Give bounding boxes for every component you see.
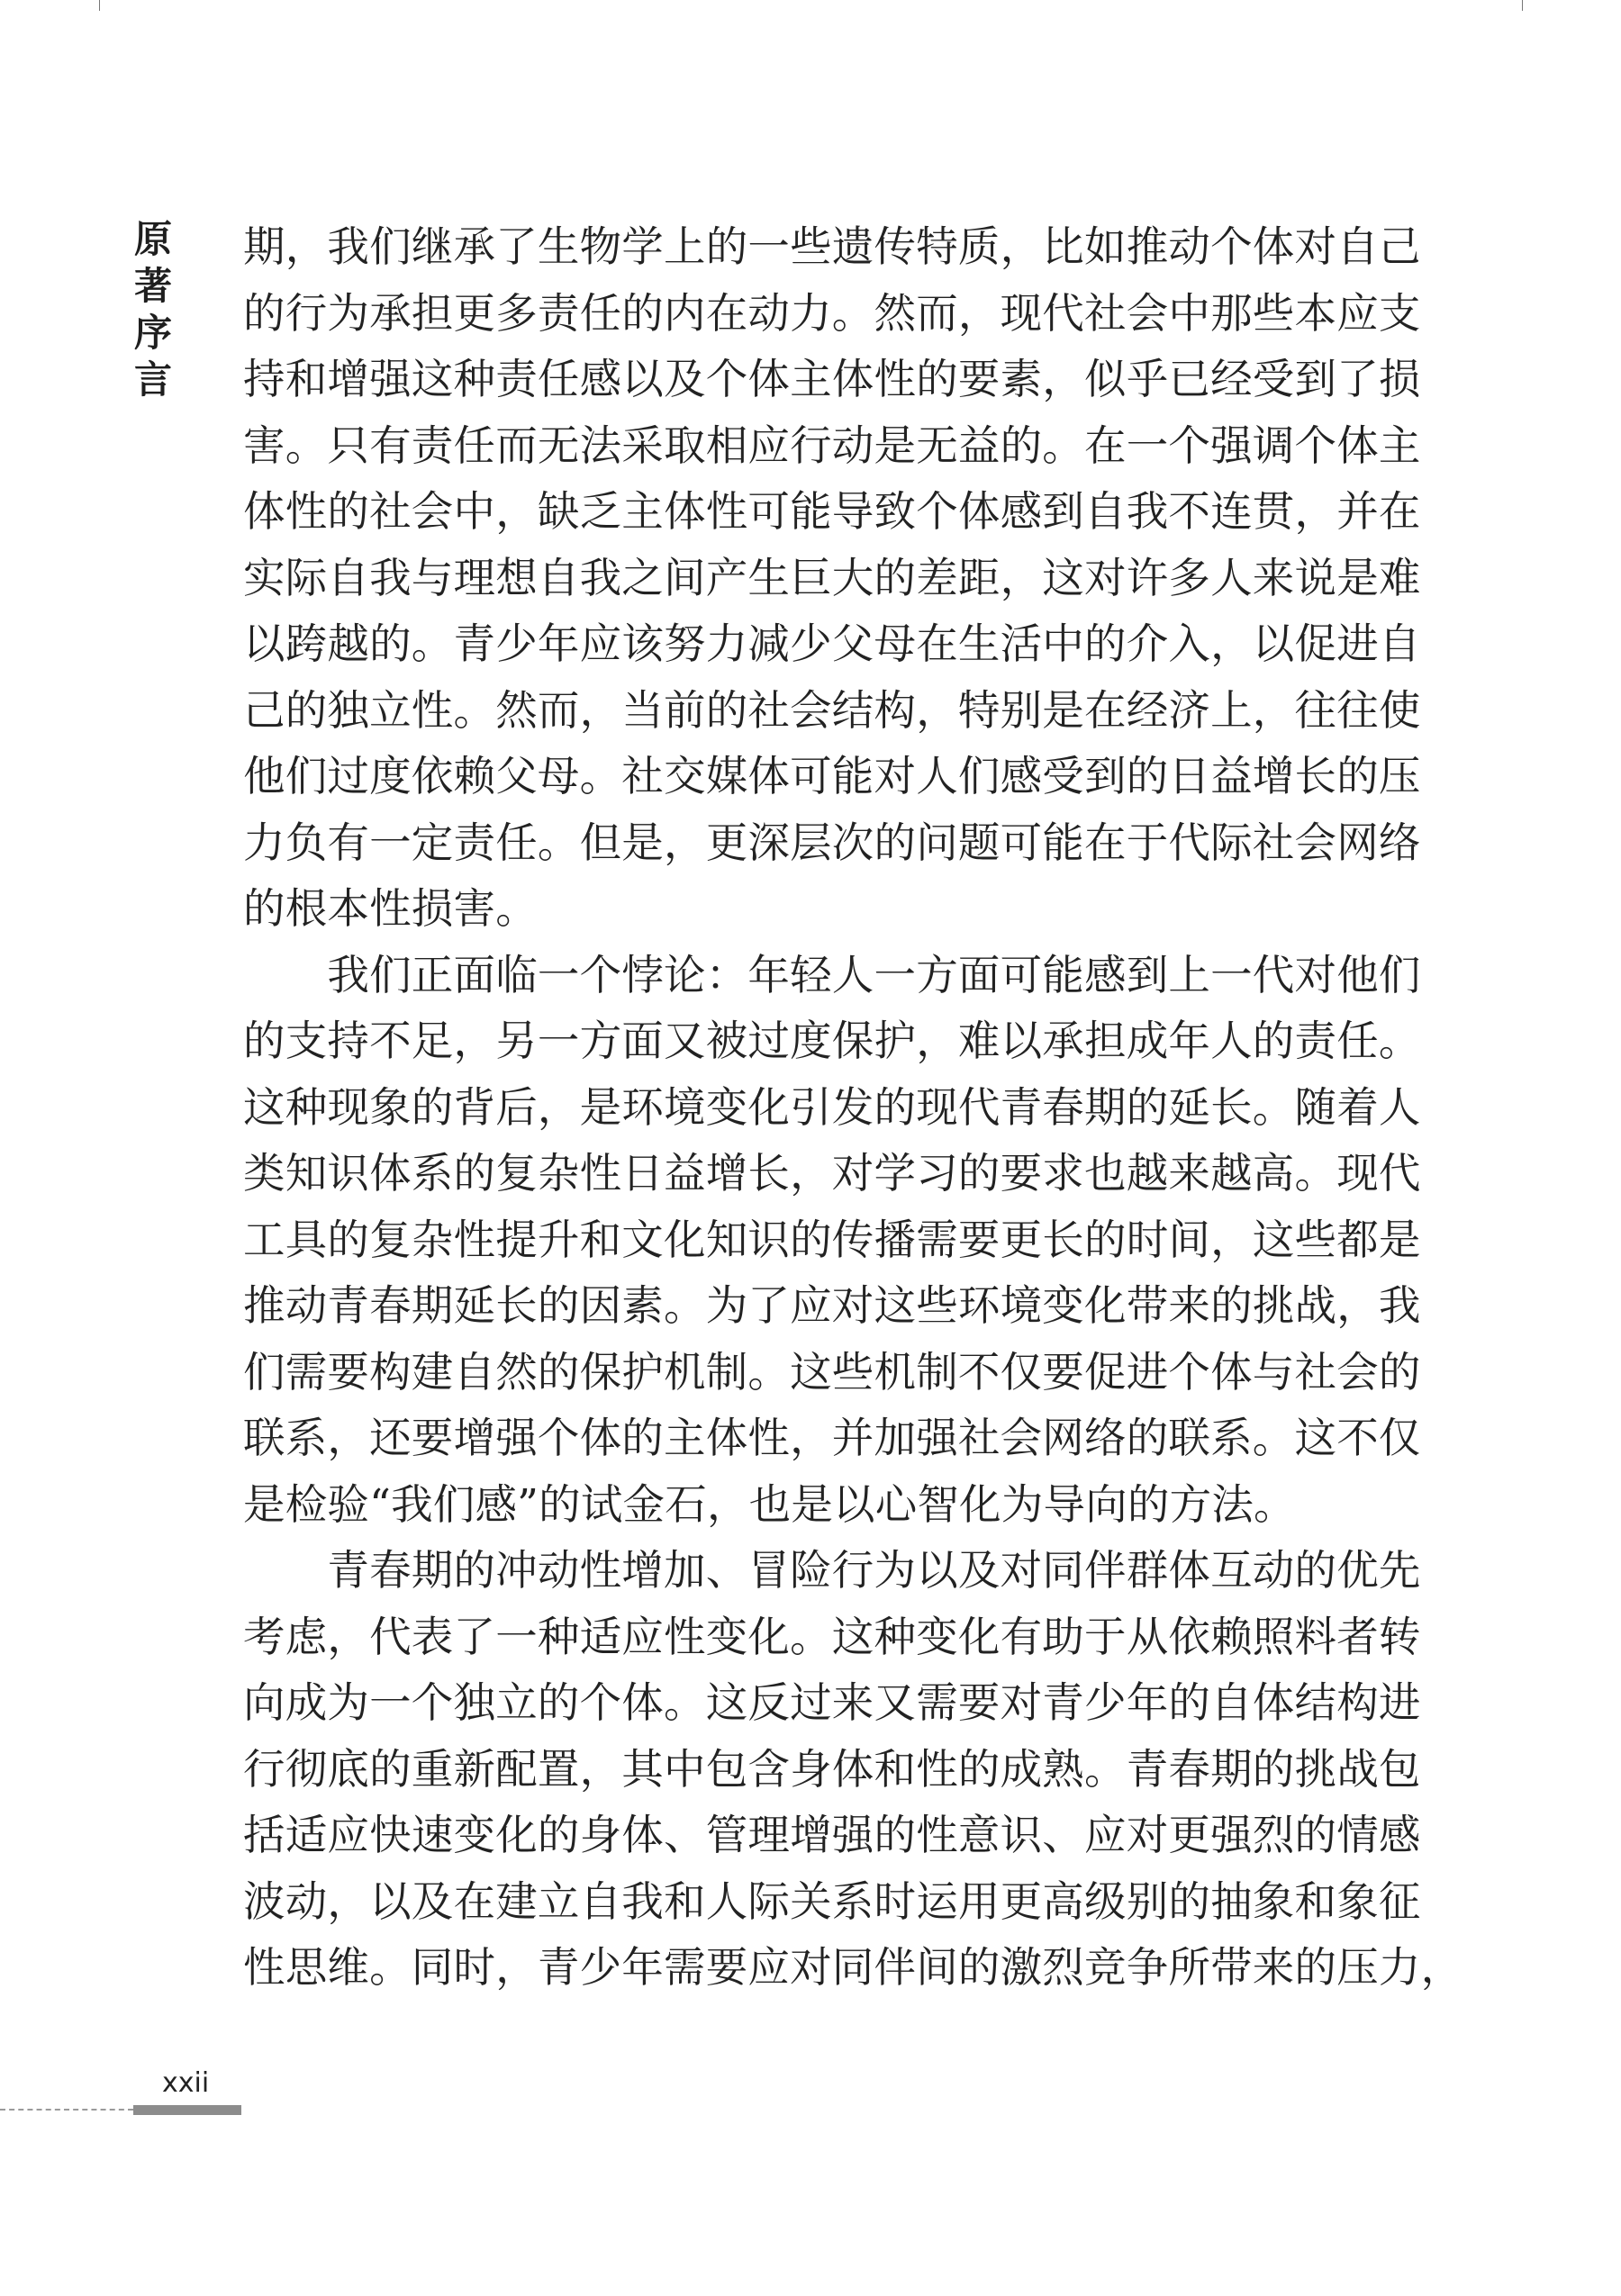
text-line: 括适应快速变化的身体、管理增强的性意识、应对更强烈的情感 [243,1811,1421,1859]
paragraph-3 [243,1538,1463,2002]
text-line: 性思维。同时，青少年需要应对同伴间的激烈竞争所带来的压力， [243,1943,1463,1992]
side-label-char: 言 [133,357,172,402]
side-label-char: 序 [133,311,172,355]
text-line: 期，我们继承了生物学上的一些遗传特质，比如推动个体对自己 [243,222,1421,271]
text-line: 是检验“我们感”的试金石，也是以心智化为导向的方法。 [243,1479,1296,1529]
paragraph-1 [243,214,1436,943]
text-line: 己的独立性。然而，当前的社会结构，特别是在经济上，往往使 [243,685,1421,735]
text-line: 的支持不足，另一方面又被过度保护，难以承担成年人的责任。 [243,1017,1421,1065]
text-line: 们需要构建自然的保护机制。这些机制不仅要促进个体与社会的 [243,1347,1421,1397]
text-line: 联系，还要增强个体的主体性，并加强社会网络的联系。这不仅 [243,1414,1421,1462]
footer-bar [133,2105,241,2115]
text-line: 考虑，代表了一种适应性变化。这种变化有助于从依赖照料者转 [243,1612,1421,1661]
text-line: 推动青春期延长的因素。为了应对这些环境变化带来的挑战，我 [243,1281,1421,1330]
text-line: 以跨越的。青少年应该努力减少父母在生活中的介入，以促进自 [243,619,1421,668]
paragraph-2 [243,943,1436,1539]
side-label-char: 原 [133,217,172,261]
text-line: 这种现象的背后，是环境变化引发的现代青春期的延长。随着人 [243,1082,1421,1132]
text-line: 的行为承担更多责任的内在动力。然而，现代社会中那些本应支 [243,288,1421,338]
text-line: 青春期的冲动性增加、冒险行为以及对同伴群体互动的优先 [243,1546,1421,1595]
text-line: 体性的社会中，缺乏主体性可能导致个体感到自我不连贯，并在 [243,487,1421,536]
text-line: 持和增强这种责任感以及个体主体性的要素，似乎已经受到了损 [243,355,1421,403]
crop-mark-right [1522,0,1523,11]
side-label-char: 著 [133,264,172,308]
text-line: 行彻底的重新配置，其中包含身体和性的成熟。青春期的挑战包 [243,1744,1421,1794]
footer-dashed-rule [0,2109,133,2111]
text-line: 害。只有责任而无法采取相应行动是无益的。在一个强调个体主 [243,420,1421,470]
text-line: 向成为一个独立的个体。这反过来又需要对青少年的自体结构进 [243,1678,1421,1727]
body-text [243,214,1463,2002]
text-line: 我们正面临一个悖论：年轻人一方面可能感到上一代对他们 [243,950,1421,999]
text-line: 的根本性损害。 [243,884,538,933]
crop-mark-left [99,0,100,11]
text-line: 类知识体系的复杂性日益增长，对学习的要求也越来越高。现代 [243,1149,1421,1198]
text-line: 力负有一定责任。但是，更深层次的问题可能在于代际社会网络 [243,818,1421,867]
text-line: 实际自我与理想自我之间产生巨大的差距，这对许多人来说是难 [243,553,1421,602]
text-line: 工具的复杂性提升和文化知识的传播需要更长的时间，这些都是 [243,1215,1421,1264]
chapter-side-label [126,216,180,403]
text-line: 波动，以及在建立自我和人际关系时运用更高级别的抽象和象征 [243,1876,1421,1926]
text-line: 他们过度依赖父母。社交媒体可能对人们感受到的日益增长的压 [243,752,1421,800]
page-number: xxii [162,2067,210,2099]
